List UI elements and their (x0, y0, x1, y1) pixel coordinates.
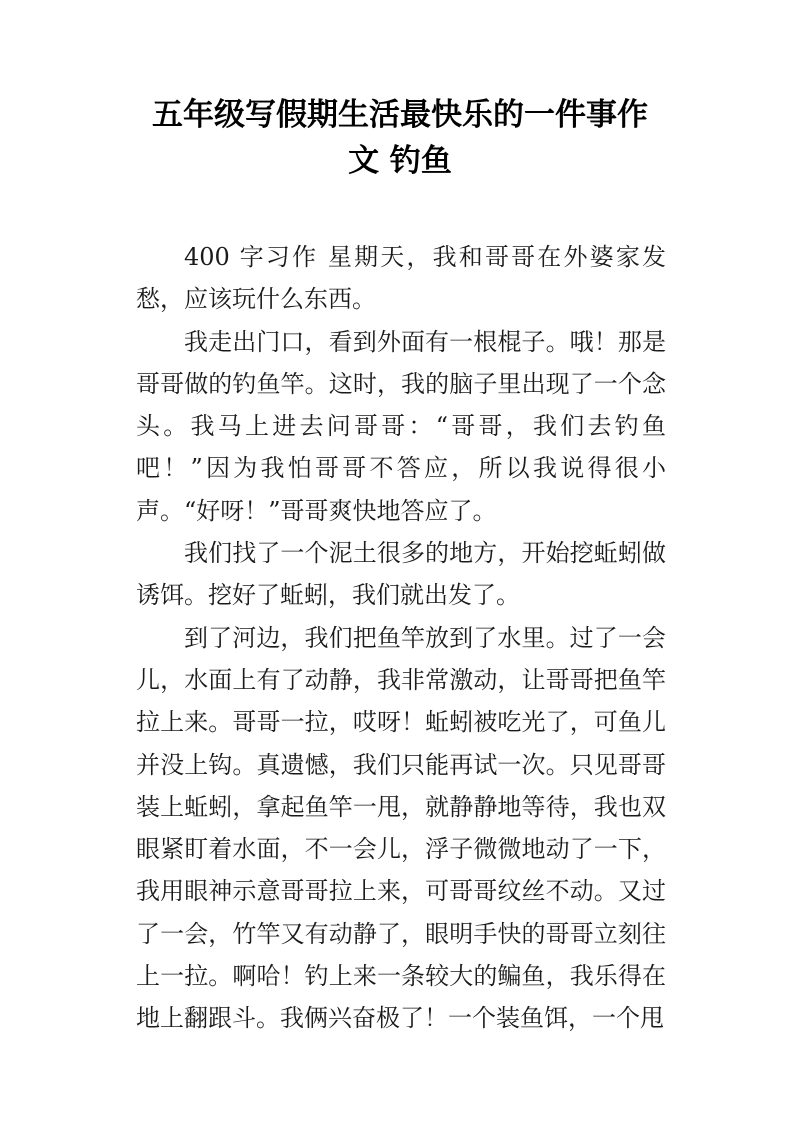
paragraph: 我走出门口，看到外面有一根棍子。哦！那是哥哥做的钓鱼竿。这时，我的脑子里出现了一个念头。我马上进去问哥哥：“哥哥，我们去钓鱼吧！”因为我怕哥哥不答应，所以我说得很小声。“好呀！”哥哥爽快地答应了。 (136, 327, 666, 525)
paragraph: 400 字习作 星期天，我和哥哥在外婆家发愁，应该玩什么东西。 (136, 243, 666, 314)
paragraph: 我们找了一个泥土很多的地方，开始挖蚯蚓做诱饵。挖好了蚯蚓，我们就出发了。 (136, 539, 666, 610)
paragraph: 到了河边，我们把鱼竿放到了水里。过了一会儿，水面上有了动静，我非常激动，让哥哥把鱼竿拉上来。哥哥一拉，哎呀！蚯蚓被吃光了，可鱼儿并没上钩。真遗憾，我们只能再试一次。只见哥哥装上蚯蚓，拿起鱼竿一甩，就静静地等待，我也双眼紧盯着水面，不一会儿，浮子微微地动了一下，我用眼神示意哥哥拉上来，可哥哥纹丝不动。又过了一会，竹竿又有动静了，眼明手快的哥哥立刻往上一拉。啊哈！钓上来一条较大的鳊鱼，我乐得在地上翻跟斗。我俩兴奋极了！一个装鱼饵，一个甩 (136, 623, 666, 1033)
title-line-1: 五年级写假期生活最快乐的一件事作 (152, 97, 648, 133)
document-body (136, 236, 666, 1040)
title-line-2: 文 钓鱼 (348, 143, 452, 179)
document-title (130, 92, 670, 184)
